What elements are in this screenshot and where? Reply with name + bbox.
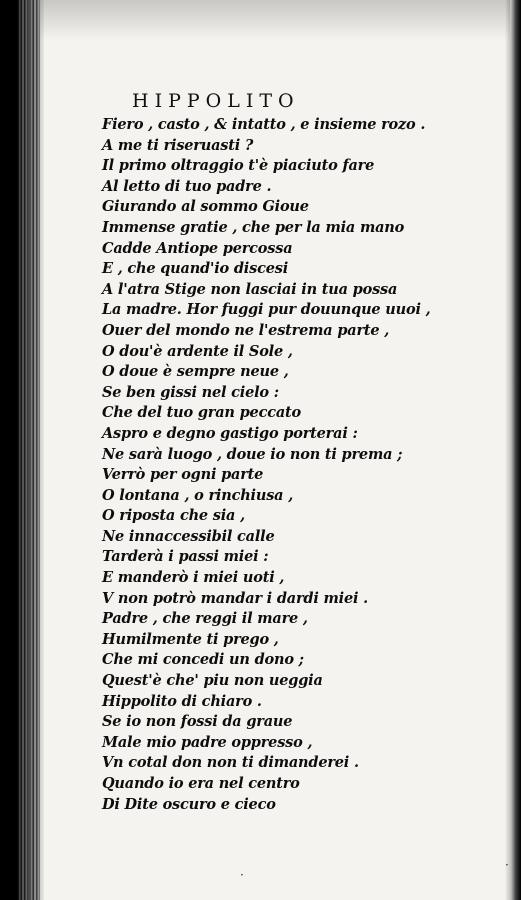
verse-line: Ne innaccessibil calle [102, 527, 275, 545]
edge-mark: · [505, 858, 509, 872]
verse-line: Quando io era nel centro [102, 775, 300, 792]
verse-line: O doue è sempre neue , [102, 363, 289, 381]
verse-line: Il primo oltraggio t'è piaciuto fare [102, 157, 375, 175]
verse-line: Male mio padre oppresso , [102, 733, 313, 751]
verse-line: Che del tuo gran peccato [102, 404, 301, 422]
verse-text [102, 115, 430, 815]
verse-line: Ne sarà luogo , doue io non ti prema ; [102, 445, 403, 463]
verse-line: Ouer del mondo ne l'estrema parte , [102, 321, 390, 339]
verse-line: Humilmente ti prego , [102, 630, 279, 648]
top-shadow [40, 0, 510, 40]
verse-line: Di Dite oscuro e cieco [102, 795, 276, 813]
verse-line: Padre , che reggi il mare , [102, 610, 308, 628]
verse-line: Che mi concedi un dono ; [102, 651, 304, 669]
verse-line: Se io non fossi da graue [102, 713, 293, 731]
page-edges [18, 0, 42, 900]
verse-line: Vn cotal don non ti dimanderei . [102, 754, 359, 772]
verse-line: A me ti riseruasti ? [102, 136, 254, 154]
running-head: HIPPOLITO [132, 90, 300, 112]
verse-line: Quest'è che' piu non ueggia [102, 672, 323, 690]
verse-line: O lontana , o rinchiusa , [102, 486, 294, 504]
verse-line: O riposta che sia , [102, 507, 245, 525]
verse-line: O dou'è ardente il Sole , [102, 342, 293, 360]
verse-line: Hippolito di chiaro . [102, 692, 262, 710]
verse-line: Aspro e degno gastigo porterai : [102, 424, 358, 442]
verse-line: Al letto di tuo padre . [102, 177, 272, 195]
verse-line: A l'atra Stige non lasciai in tua possa [102, 280, 398, 298]
verse-line: Cadde Antiope percossa [102, 239, 293, 257]
ink-speck: · [240, 868, 244, 882]
verse-line: Tarderà i passi miei : [102, 548, 269, 566]
verse-line: Immense gratie , che per la mia mano [102, 218, 405, 236]
right-page-edge [505, 0, 521, 900]
verse-line: La madre. Hor fuggi pur douunque uuoi , [102, 301, 431, 319]
verse-line: Giurando al sommo Gioue [102, 198, 309, 216]
verse-line: Se ben gissi nel cielo : [102, 383, 279, 401]
verse-line: Fiero , casto , & intatto , e insieme rozo . [102, 116, 426, 133]
verse-line: E , che quand'io discesi [102, 260, 289, 278]
verse-line: V non potrò mandar i dardi miei . [102, 589, 368, 607]
verse-line: E manderò i miei uoti , [102, 569, 285, 587]
verse-line: Verrò per ogni parte [102, 466, 264, 484]
